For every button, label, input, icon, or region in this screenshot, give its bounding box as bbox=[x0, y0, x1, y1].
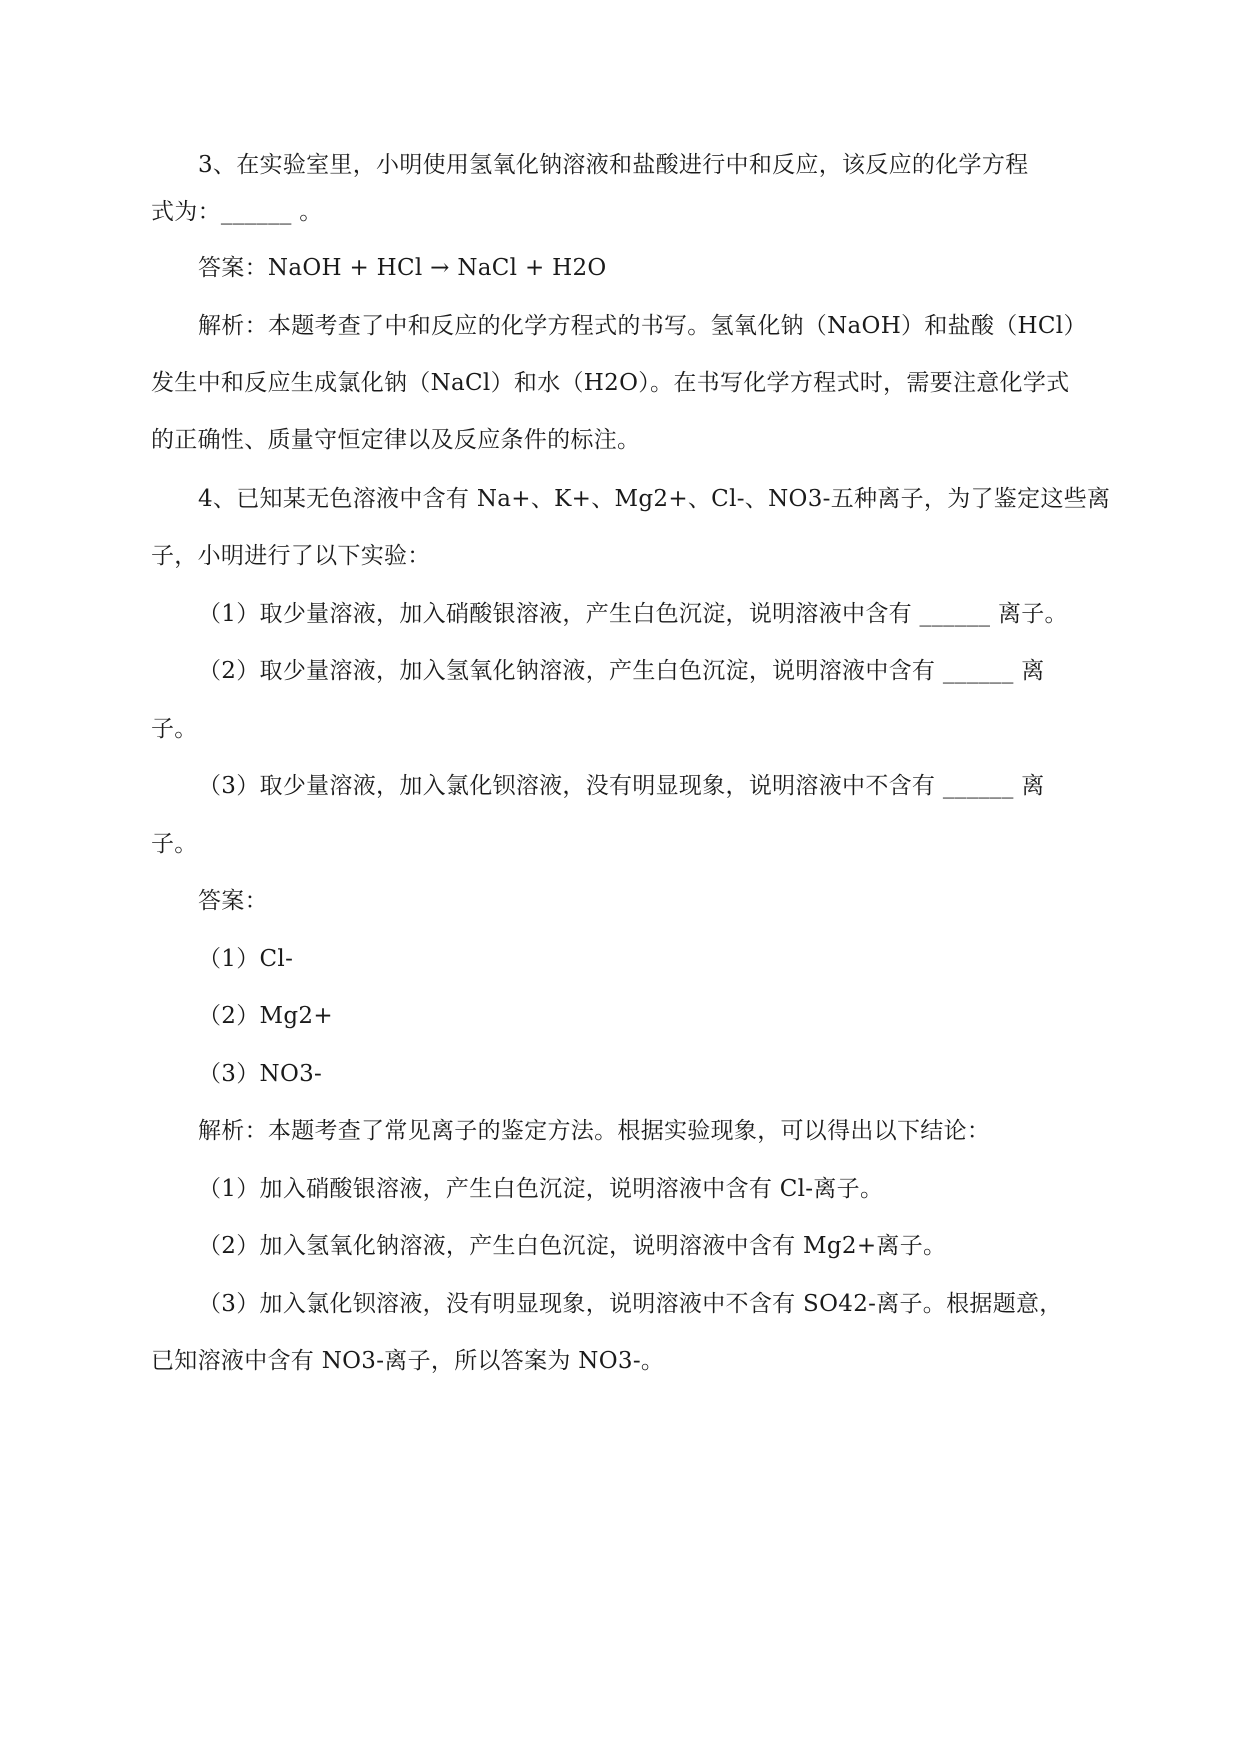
q4-analysis-line-2: （1）加入硝酸银溶液，产生白色沉淀，说明溶液中含有 Cl-离子。 bbox=[198, 1176, 884, 1202]
q4-text-line-1: 4、已知某无色溶液中含有 Na+、K+、Mg2+、Cl-、NO3-五种离子，为了鉴定这些离 bbox=[198, 486, 1111, 512]
q4-analysis-line-1: 解析：本题考查了常见离子的鉴定方法。根据实验现象，可以得出以下结论： bbox=[198, 1118, 991, 1144]
q4-answer-2: （2）Mg2+ bbox=[198, 1003, 333, 1029]
q4-answer-heading: 答案： bbox=[198, 888, 268, 914]
q4-answer-3: （3）NO3- bbox=[198, 1061, 323, 1087]
q4-answer-1: （1）Cl- bbox=[198, 946, 294, 972]
q4-part-2-line-1: （2）取少量溶液，加入氢氧化钠溶液，产生白色沉淀，说明溶液中含有 ______ 离 bbox=[198, 658, 1045, 684]
q3-analysis-line-2: 发生中和反应生成氯化钠（NaCl）和水（H2O）。在书写化学方程式时，需要注意化学式 bbox=[151, 370, 1070, 396]
q3-text-line-2: 式为：______ 。 bbox=[151, 199, 323, 225]
q3-analysis-line-1: 解析：本题考查了中和反应的化学方程式的书写。氢氧化钠（NaOH）和盐酸（HCl） bbox=[198, 313, 1087, 339]
q4-part-3-line-1: （3）取少量溶液，加入氯化钡溶液，没有明显现象，说明溶液中不含有 ______ 离 bbox=[198, 773, 1045, 799]
q4-analysis-line-4: （3）加入氯化钡溶液，没有明显现象，说明溶液中不含有 SO42-离子。根据题意， bbox=[198, 1291, 1063, 1317]
q3-text-line-1: 3、在实验室里，小明使用氢氧化钠溶液和盐酸进行中和反应，该反应的化学方程 bbox=[198, 152, 1029, 178]
q4-analysis-line-5: 已知溶液中含有 NO3-离子，所以答案为 NO3-。 bbox=[151, 1348, 665, 1374]
q4-part-2-line-2: 子。 bbox=[151, 716, 198, 742]
q4-analysis-line-3: （2）加入氢氧化钠溶液，产生白色沉淀，说明溶液中含有 Mg2+离子。 bbox=[198, 1233, 947, 1259]
q3-analysis-line-3: 的正确性、质量守恒定律以及反应条件的标注。 bbox=[151, 427, 641, 453]
q4-part-3-line-2: 子。 bbox=[151, 831, 198, 857]
q4-text-line-2: 子，小明进行了以下实验： bbox=[151, 543, 431, 569]
q4-part-1: （1）取少量溶液，加入硝酸银溶液，产生白色沉淀，说明溶液中含有 ______ 离子。 bbox=[198, 601, 1068, 627]
q3-answer: 答案：NaOH + HCl → NaCl + H2O bbox=[198, 255, 607, 281]
